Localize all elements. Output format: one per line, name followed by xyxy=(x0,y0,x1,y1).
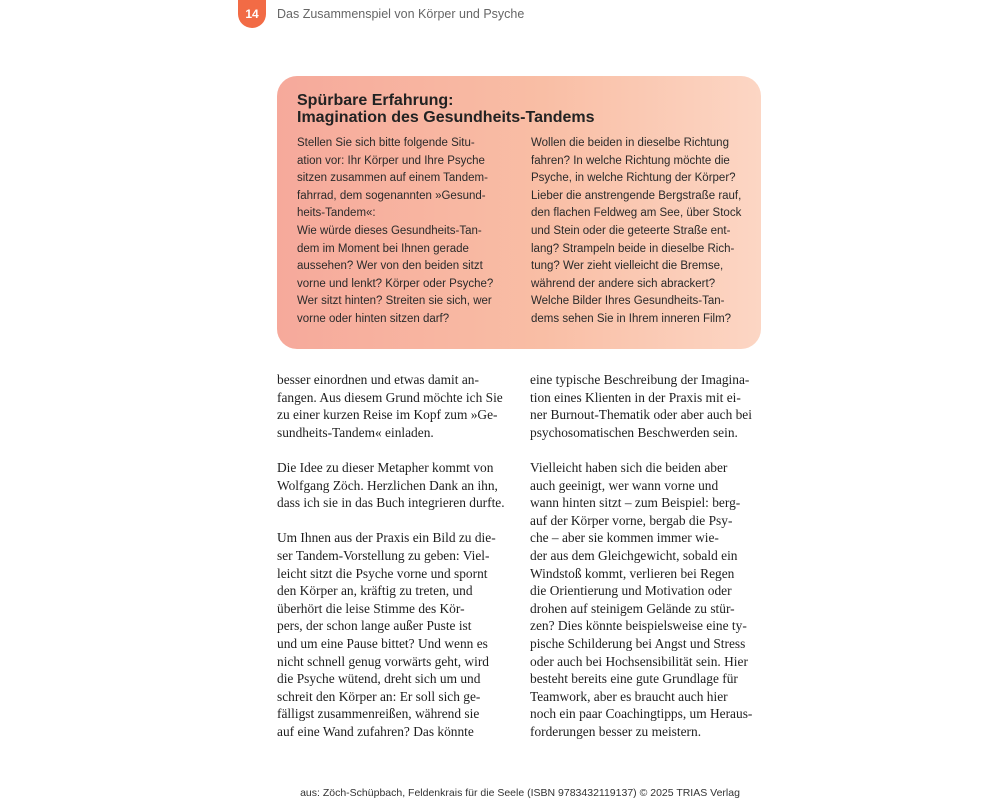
box-text-line: und Stein oder die geteerte Straße ent- xyxy=(531,224,731,237)
body-text-line: dass ich sie in das Buch integrieren durfte. xyxy=(277,495,505,511)
box-column-left xyxy=(297,135,493,329)
body-text-line: leicht sitzt die Psyche vorne und spornt xyxy=(277,565,488,581)
body-text-line: ser Tandem-Vorstellung zu geben: Viel- xyxy=(277,547,490,563)
box-text-line: den flachen Feldweg am See, über Stock xyxy=(531,207,742,220)
body-text-line: die Psyche wütend, dreht sich um und xyxy=(277,671,481,687)
box-text-line: Wer sitzt hinten? Streiten sie sich, wer xyxy=(297,295,492,308)
body-text-line: zen? Dies könnte beispielsweise eine ty- xyxy=(530,618,747,634)
body-text-line: pische Schilderung bei Angst und Stress xyxy=(530,635,746,651)
body-text-line: ner Burnout-Thematik oder aber auch bei xyxy=(530,407,752,423)
body-column-right xyxy=(530,371,752,740)
body-text-line: die Orientierung und Motivation oder xyxy=(530,583,732,599)
box-text-line: Wollen die beiden in dieselbe Richtung xyxy=(531,137,729,149)
body-text-line: auf eine Wand zufahren? Das könnte xyxy=(277,723,474,739)
body-text-line: nicht schnell genug vorwärts geht, wird xyxy=(277,653,489,669)
box-title-line: Spürbare Erfahrung: xyxy=(297,92,454,109)
running-head: Das Zusammenspiel von Körper und Psyche xyxy=(277,7,525,21)
box-text-line: dems sehen Sie in Ihrem inneren Film? xyxy=(531,312,732,325)
page-number-badge xyxy=(238,0,266,28)
body-text-line: Wolfgang Zöch. Herzlichen Dank an ihn, xyxy=(277,477,498,493)
body-text-line: drohen auf steinigem Gelände zu stür- xyxy=(530,600,735,616)
body-text-line: oder auch bei Hochsensibilität sein. Hier xyxy=(530,653,748,669)
body-text-line: tion eines Klienten in der Praxis mit ei- xyxy=(530,389,741,405)
body-text-line: pers, der schon lange außer Puste ist xyxy=(277,618,472,634)
body-text-line: forderungen besser zu meistern. xyxy=(530,723,702,739)
footer-citation: aus: Zöch-Schüpbach, Feldenkrais für die Seele (ISBN 9783432119137) © 2025 TRIAS Verlag xyxy=(300,787,740,799)
box-text-line: Psyche, in welche Richtung der Körper? xyxy=(531,172,736,185)
body-text-line: auch geeinigt, wer wann vorne und xyxy=(530,477,719,493)
body-text-line: wann hinten sitzt – zum Beispiel: berg- xyxy=(530,495,741,511)
body-text-line: der aus dem Gleichgewicht, sobald ein xyxy=(530,547,738,563)
box-text-line: während der andere sich abrackert? xyxy=(531,277,716,290)
box-column-right xyxy=(531,135,741,329)
body-column-left xyxy=(277,371,505,740)
body-text-line: Vielleicht haben sich die beiden aber xyxy=(530,459,728,475)
box-text-line: Lieber die anstrengende Bergstraße rauf, xyxy=(531,189,742,202)
paragraph-gap xyxy=(277,512,505,530)
box-text-line: vorne und lenkt? Körper oder Psyche? xyxy=(297,277,494,290)
box-text-line: aussehen? Wer von den beiden sitzt xyxy=(297,260,483,273)
body-text-line: noch ein paar Coachingtipps, um Heraus- xyxy=(530,706,753,722)
body-text-line: auf der Körper vorne, bergab die Psy- xyxy=(530,512,733,528)
paragraph-gap xyxy=(277,441,505,459)
body-text-line: Die Idee zu dieser Metapher kommt von xyxy=(277,459,494,475)
paragraph-gap xyxy=(530,441,752,459)
body-text-line: fälligst zusammenreißen, während sie xyxy=(277,706,480,722)
box-text-line: sitzen zusammen auf einem Tandem- xyxy=(297,172,488,185)
box-title-line: Imagination des Gesundheits-Tandems xyxy=(297,109,595,126)
body-text-line: besteht bereits eine gute Grundlage für xyxy=(530,671,738,687)
body-text-line: zu einer kurzen Reise im Kopf zum »Ge- xyxy=(277,407,498,423)
box-text-line: Stellen Sie sich bitte folgende Situ- xyxy=(297,137,475,149)
body-text-line: eine typische Beschreibung der Imagina- xyxy=(530,372,750,387)
box-text-line: vorne oder hinten sitzen darf? xyxy=(297,312,450,325)
body-text-line: sundheits-Tandem« einladen. xyxy=(277,424,434,440)
body-text-line: psychosomatischen Beschwerden sein. xyxy=(530,424,738,440)
box-text-line: fahren? In welche Richtung möchte die xyxy=(531,154,730,167)
page-number: 14 xyxy=(245,7,259,21)
box-text-line: ation vor: Ihr Körper und Ihre Psyche xyxy=(297,154,485,167)
box-text-line: Wie würde dieses Gesundheits-Tan- xyxy=(297,224,482,237)
box-text-line: lang? Strampeln beide in dieselbe Rich- xyxy=(531,242,735,255)
box-text-line: fahrrad, dem sogenannten »Gesund- xyxy=(297,189,486,202)
body-text-line: überhört die leise Stimme des Kör- xyxy=(277,600,465,616)
body-text-line: Windstoß kommt, verlieren bei Regen xyxy=(530,565,735,581)
box-text-line: heits-Tandem«: xyxy=(297,207,376,220)
exercise-box xyxy=(277,76,761,349)
body-text-line: che – aber sie kommen immer wie- xyxy=(530,530,719,546)
box-title xyxy=(297,92,595,126)
body-text-line: schreit den Körper an: Er soll sich ge- xyxy=(277,688,481,704)
body-text-line: den Körper an, kräftig zu treten, und xyxy=(277,583,473,599)
body-text-line: Teamwork, aber es braucht auch hier xyxy=(530,688,728,704)
box-text-line: Welche Bilder Ihres Gesundheits-Tan- xyxy=(531,295,725,308)
body-text-line: und um eine Pause bittet? Und wenn es xyxy=(277,635,488,651)
box-text-line: tung? Wer zieht vielleicht die Bremse, xyxy=(531,260,724,273)
body-text-line: besser einordnen und etwas damit an- xyxy=(277,372,479,387)
body-text-line: Um Ihnen aus der Praxis ein Bild zu die- xyxy=(277,530,496,546)
body-text-line: fangen. Aus diesem Grund möchte ich Sie xyxy=(277,389,503,405)
box-text-line: dem im Moment bei Ihnen gerade xyxy=(297,242,469,255)
